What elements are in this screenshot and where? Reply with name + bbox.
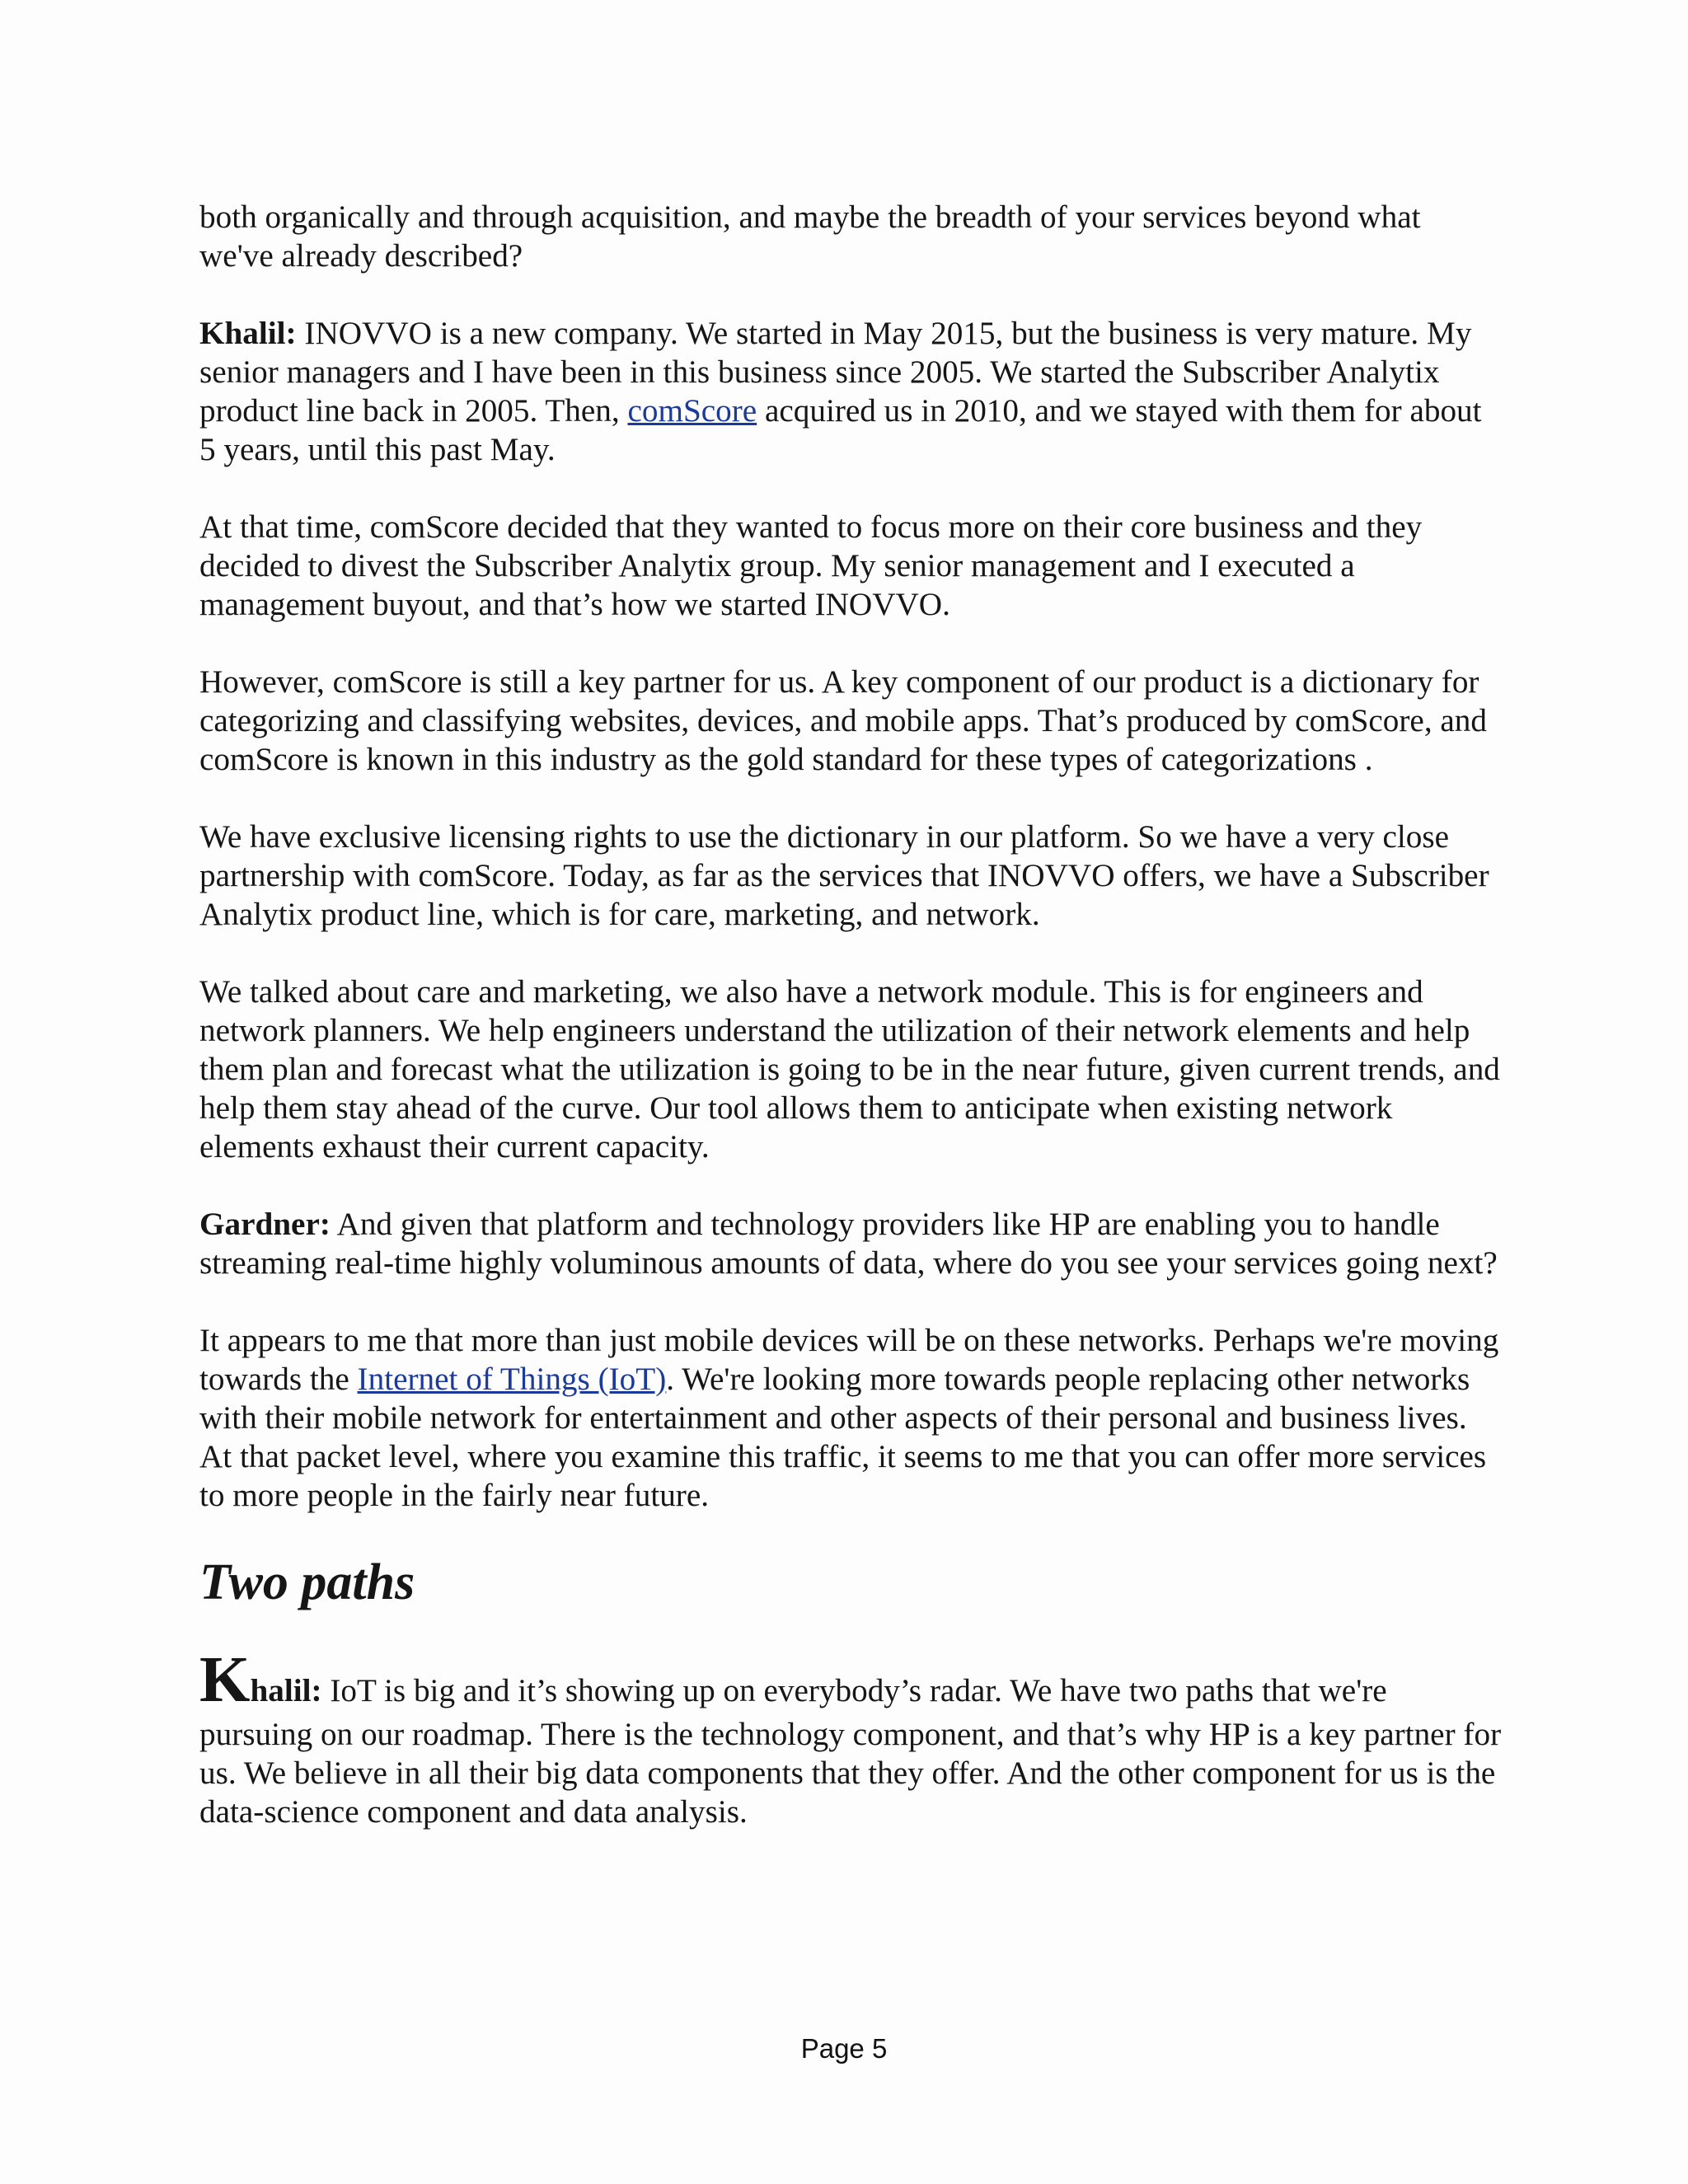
paragraph-2-text-a: INOVVO is a new company. We started in May 2015, but the business is very mature. My senior managers and I have been in this business since 2005. We started the Subscriber Analytix product line back in 2005. Then, xyxy=(199,316,1472,429)
paragraph-9-text: IoT is big and it’s showing up on everybody’s radar. We have two paths that we're pursuing on our roadmap. There is the technology component, and that’s why HP is a key partner for us. We believe in all their big data components that they offer. And the other component for us is the data-science component and data analysis. xyxy=(199,1673,1502,1830)
paragraph-9 xyxy=(199,1644,1502,1831)
page-number: Page 5 xyxy=(800,2033,888,2064)
paragraph-6-text: We talked about care and marketing, we also have a network module. This is for engineers and network planners. We help engineers understand the utilization of their network elements and help them plan and forecast what the utilization is going to be in the near future, given current trends, and help them stay ahead of the curve. Our tool allows them to anticipate when existing network elements exhaust their current capacity. xyxy=(199,974,1500,1165)
paragraph-3 xyxy=(199,508,1502,624)
paragraph-3-text: At that time, comScore decided that they wanted to focus more on their core business and they decided to divest the Subscriber Analytix group. My senior management and I executed a management buyout, and that’s how we started INOVVO. xyxy=(199,509,1423,622)
paragraph-4 xyxy=(199,663,1502,779)
drop-cap: K xyxy=(199,1644,251,1716)
document-body xyxy=(199,198,1502,1870)
section-heading: Two paths xyxy=(199,1554,415,1610)
paragraph-2 xyxy=(199,314,1502,469)
paragraph-8 xyxy=(199,1321,1502,1515)
paragraph-5 xyxy=(199,818,1502,934)
paragraph-9-first-line xyxy=(199,1644,322,1716)
comscore-link[interactable]: comScore xyxy=(627,393,757,429)
paragraph-4-text: However, comScore is still a key partner for us. A key component of our product is a dictionary for categorizing and classifying websites, devices, and mobile apps. That’s produced by comScore, and comScore is known in this industry as the gold standard for these types of categorizations . xyxy=(199,664,1487,777)
speaker-label-khalil: Khalil: xyxy=(199,316,297,351)
paragraph-6 xyxy=(199,972,1502,1166)
paragraph-5-text: We have exclusive licensing rights to use the dictionary in our platform. So we have a very close partnership with comScore. Today, as far as the services that INOVVO offers, we have a Subscriber Analytix product line, which is for care, marketing, and network. xyxy=(199,819,1489,932)
paragraph-8-text-a: It appears to me that more than just mobile devices will be on these networks. Perhaps we're moving towards the xyxy=(199,1323,1499,1397)
iot-link[interactable]: Internet of Things (IoT) xyxy=(357,1361,667,1397)
paragraph-1 xyxy=(199,198,1502,275)
paragraph-2-text-b: acquired us in 2010, and we stayed with them for about 5 years, until this past May. xyxy=(199,393,1482,467)
speaker-label-khalil-2: halil: xyxy=(250,1673,322,1708)
paragraph-8-text-b: . We're looking more towards people replacing other networks with their mobile network for entertainment and other aspects of their personal and business lives. At that packet level, where you examine this traffic, it seems to me that you can offer more services to more people in the fairly near future. xyxy=(199,1361,1487,1513)
paragraph-7 xyxy=(199,1205,1502,1282)
speaker-label-gardner: Gardner: xyxy=(199,1207,331,1242)
paragraph-7-text: And given that platform and technology providers like HP are enabling you to handle streaming real-time highly voluminous amounts of data, where do you see your services going next? xyxy=(199,1207,1498,1281)
paragraph-1-text: both organically and through acquisition, and maybe the breadth of your services beyond what we've already described? xyxy=(199,199,1421,274)
